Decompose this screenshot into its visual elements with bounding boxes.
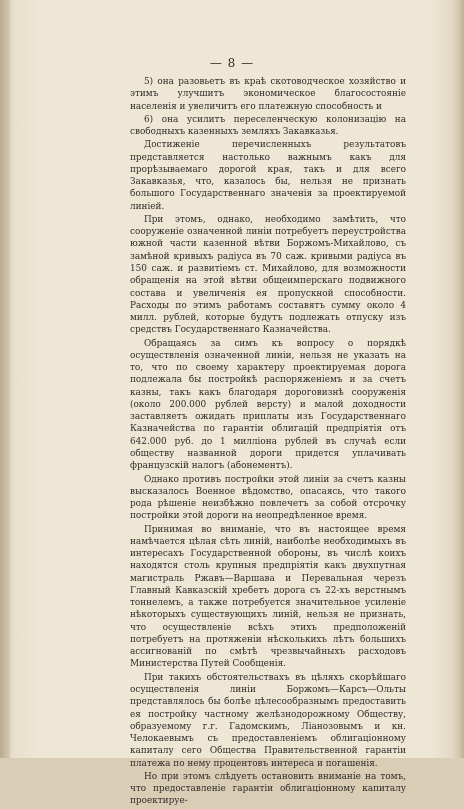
paragraph: 5) она разовьетъ въ краѣ скотоводческое хозяйство и этимъ улучшитъ экономическое благосостояніе населенія и увеличитъ его платежную способность и	[130, 77, 406, 112]
paragraph: Однако противъ постройки этой линіи за счетъ казны высказалось Военное вѣдомство, опасаясь, что такого рода рѣшеніе неизбѣжно повлечетъ за собой отсрочку постройки этой дороги на неопредѣленное время.	[130, 474, 406, 522]
paragraph: Обращаясь за симъ къ вопросу о порядкѣ осуществленія означенной линіи, нельзя не указать на то, что по своему характеру проектируемая дорога подлежала бы постройкѣ распоряженіемъ и за счетъ казны, такъ какъ благодаря дороговизнѣ сооруженія (около 200.000 рублей версту) и малой доходности заставляетъ ожидать приплаты изъ Государственнаго Казначейства по гарантіи облигацій предпріятія отъ 642.000 руб. до 1 милліона рублей въ случаѣ если обществу названной дороги придется уплачивать французскій налогъ (абонементъ).	[130, 338, 406, 472]
paragraph: Принимая во вниманіе, что въ настоящее время намѣчается цѣлая сѣть линій, наиболѣе необходимыхъ въ интересахъ Государственной обороны, въ числѣ коихъ находятся столь крупныя предпріятія какъ двухпутная магистраль Ржавъ—Варшава и Перевальная черезъ Главный Кавказскій хребетъ дорога съ 22-хъ верстнымъ тоннелемъ, а также потребуется значительное усиленіе нѣкоторыхъ существующихъ линій, нельзя не признать, что осуществленіе всѣхъ этихъ предположеній потребуетъ на протяженіи нѣсколькихъ лѣтъ большихъ ассигнованій по смѣтѣ чрезвычайныхъ расходовъ Министерства Путей Сообщенія.	[130, 524, 406, 670]
paragraph: При этомъ, однако, необходимо замѣтить, что сооруженіе означенной линіи потребуетъ переустройства южной части казенной вѣтви Боржомъ-Михайлово, съ замѣной кривыхъ радіуса въ 70 саж. кривыми радіуса въ 150 саж. и развитіемъ ст. Михайлово, для возможности обращенія на этой вѣтви общеимперскаго подвижного состава и увеличенія ея пропускной способности. Расходы по этимъ работамъ составятъ сумму около 4 милл. рублей, которые будутъ подлежать отпуску изъ средствъ Государственнаго Казначейства.	[130, 214, 406, 336]
paragraph: 6) она усилитъ переселенческую колонизацію на свободныхъ казенныхъ земляхъ Закавказья.	[130, 114, 406, 138]
body-text	[130, 76, 406, 809]
page-edge	[458, 0, 464, 758]
paragraph: Но при этомъ слѣдуетъ остановить вниманіе на томъ, что предоставленіе гарантіи облигаціонному капиталу проектируе-	[130, 771, 406, 807]
paragraph: Достиженіе перечисленныхъ результатовъ представляется настолько важнымъ какъ для прорѣзываемаго дорогой края, такъ и для всего Закавказья, что, казалось бы, нельзя не признать большого Государственнаго значенія за проектируемой линіей.	[130, 140, 406, 212]
paragraph: При такихъ обстоятельствахъ въ цѣляхъ скорѣйшаго осуществленія линіи Боржомъ—Карсъ—Ольты представлялось бы болѣе цѣлесообразнымъ предоставить ея постройку частному желѣзнодорожному Обществу, образуемому г.г. Гадомскимъ, Ліанозовымъ и кн. Челокаевымъ съ предоставленіемъ облигаціонному капиталу сего Общества Правительственной гарантіи платежа по нему процентовъ интереса и погашенія.	[130, 672, 406, 769]
binding-shadow	[0, 0, 10, 758]
page-number: — 8 —	[209, 56, 255, 70]
